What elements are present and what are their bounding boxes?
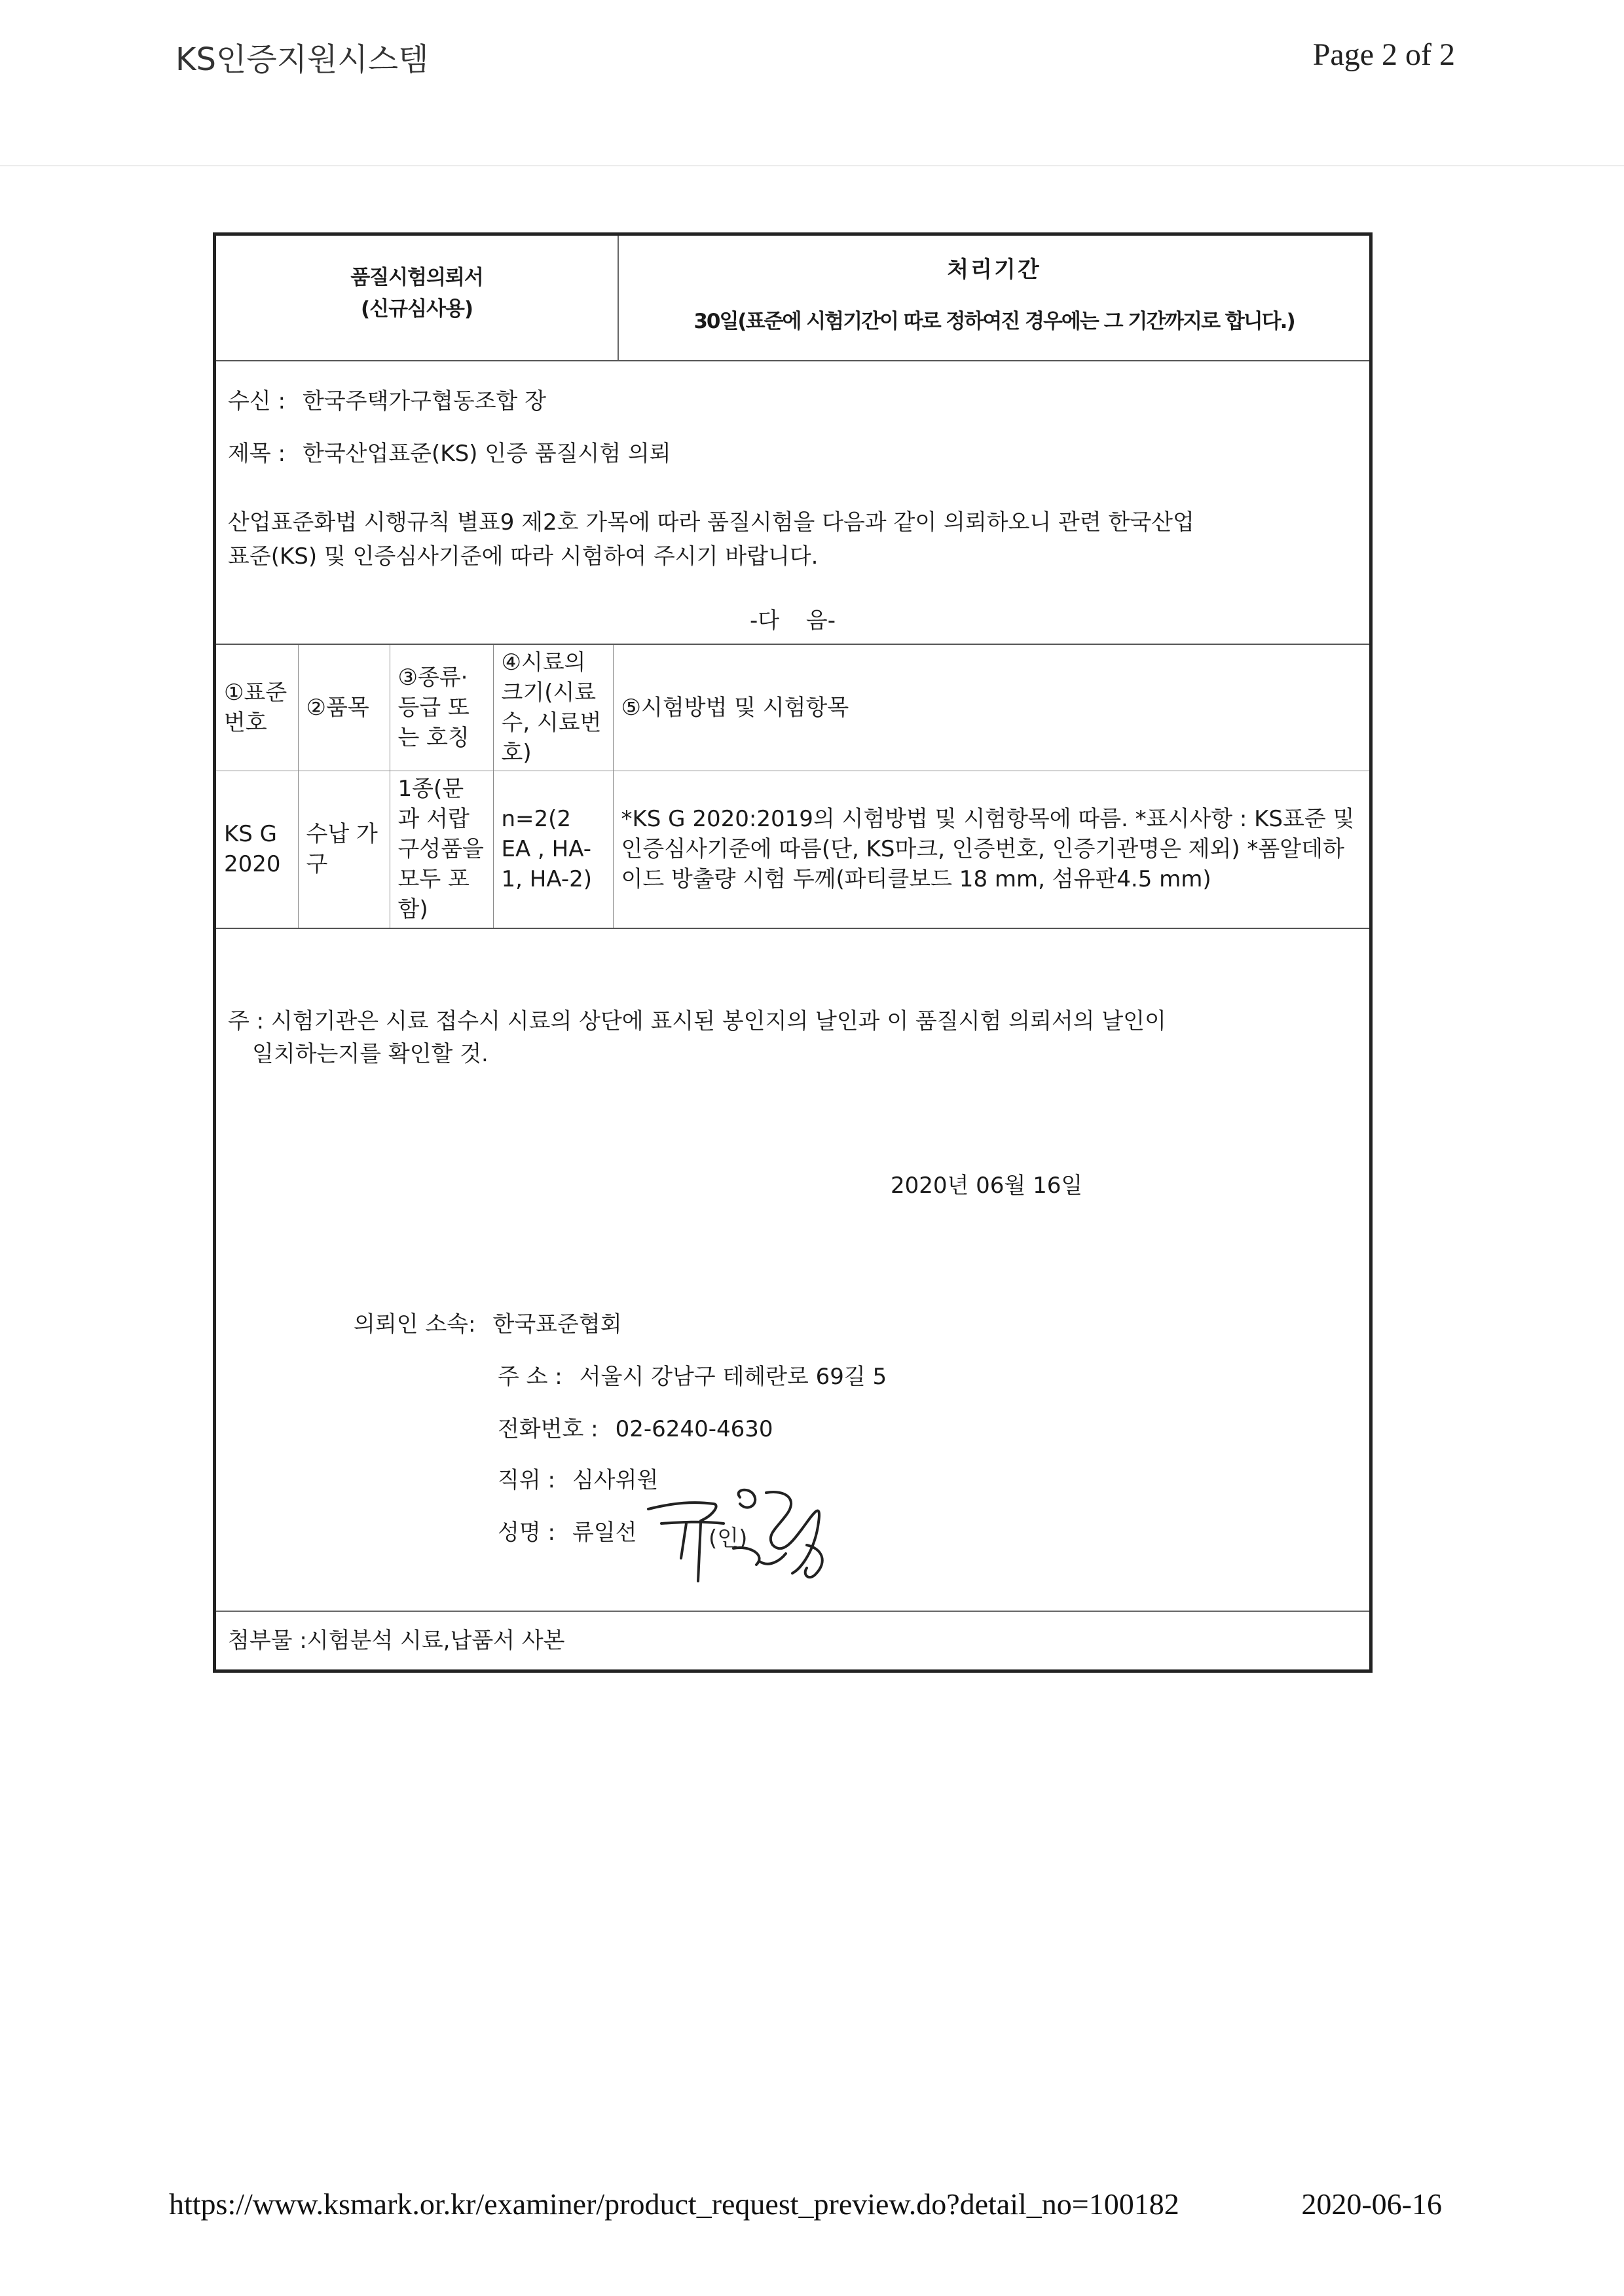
signature-seal bbox=[635, 1483, 838, 1588]
recipient-label: 수신 : bbox=[228, 388, 286, 414]
recipient-value: 한국주택가구협동조합 장 bbox=[302, 388, 547, 414]
header-item: ②품목 bbox=[298, 644, 390, 771]
form-title bbox=[216, 262, 618, 325]
request-date: 2020년 06월 16일 bbox=[891, 1173, 1083, 1199]
attachment-label: 첨부물 : bbox=[228, 1628, 307, 1654]
requester-position bbox=[498, 1462, 658, 1494]
position-value: 심사위원 bbox=[572, 1467, 659, 1493]
seal-text: (인) bbox=[709, 1525, 748, 1552]
address-value: 서울시 강남구 테헤란로 69길 5 bbox=[579, 1364, 887, 1390]
processing-period-cell bbox=[619, 236, 1369, 360]
print-date: 2020-06-16 bbox=[1301, 2187, 1442, 2221]
subject-line bbox=[228, 435, 671, 467]
note-line-1: 주 : 시험기관은 시료 접수시 시료의 상단에 표시된 봉인지의 날인과 이 품질시험 의뢰서의 날인이 bbox=[228, 1008, 1166, 1034]
cell-item: 수납 가구 bbox=[298, 771, 390, 928]
subject-value: 한국산업표준(KS) 인증 품질시험 의뢰 bbox=[302, 441, 671, 467]
affiliation-label: 의뢰인 소속: bbox=[354, 1311, 476, 1338]
attachment-line bbox=[228, 1622, 565, 1654]
requester-address bbox=[498, 1358, 887, 1391]
form-title-line2: (신규심사용) bbox=[360, 297, 473, 321]
note-line-2: 일치하는지를 확인할 것. bbox=[252, 1041, 489, 1067]
header-divider bbox=[0, 165, 1624, 166]
page-number: Page 2 of 2 bbox=[1312, 37, 1455, 72]
phone-value: 02-6240-4630 bbox=[615, 1416, 773, 1442]
header-test-method: ⑤시험방법 및 시험항목 bbox=[613, 644, 1369, 771]
quality-test-request-form bbox=[213, 232, 1373, 1673]
intro-line-1: 산업표준화법 시행규칙 별표9 제2호 가목에 따라 품질시험을 다음과 같이 의뢰하오니 관련 한국산업 bbox=[228, 509, 1194, 536]
form-header bbox=[216, 236, 1369, 361]
requester-name bbox=[498, 1514, 637, 1546]
table-row bbox=[216, 771, 1369, 928]
phone-label: 전화번호 : bbox=[498, 1416, 599, 1442]
form-title-cell bbox=[216, 236, 619, 360]
table-header-row bbox=[216, 644, 1369, 771]
cell-type-grade: 1종(문과 서랍 구성품을 모두 포함) bbox=[390, 771, 493, 928]
requester-affiliation bbox=[354, 1306, 622, 1338]
processing-period-text: 30일(표준에 시험기간이 따로 정하여진 경우에는 그 기간까지로 합니다.) bbox=[693, 310, 1295, 333]
cell-standard-no: KS G 2020 bbox=[216, 771, 298, 928]
intro-line-2: 표준(KS) 및 인증심사기준에 따라 시험하여 주시기 바랍니다. bbox=[228, 543, 819, 570]
header-sample-size: ④시료의 크기(시료수, 시료번호) bbox=[493, 644, 613, 771]
source-url: https://www.ksmark.or.kr/examiner/product_request_preview.do?detail_no=100182 bbox=[169, 2187, 1179, 2221]
system-name: KS인증지원시스템 bbox=[175, 41, 429, 78]
address-label: 주 소 : bbox=[498, 1364, 563, 1390]
header-type-grade: ③종류·등급 또는 호칭 bbox=[390, 644, 493, 771]
form-title-line1: 품질시험의뢰서 bbox=[350, 266, 483, 289]
name-value: 류일선 bbox=[572, 1520, 637, 1546]
subject-label: 제목 : bbox=[228, 441, 286, 467]
attachment-divider bbox=[216, 1611, 1369, 1612]
notice-heading: -다 음- bbox=[749, 608, 836, 634]
attachment-value: 시험분석 시료,납품서 사본 bbox=[306, 1628, 565, 1654]
cell-test-method: *KS G 2020:2019의 시험방법 및 시험항목에 따름. *표시사항 : KS표준 및 인증심사기준에 따름(단, KS마크, 인증번호, 인증기관명은 제외) *폼알데하이드 방출량 시험 두께(파티클보드 18 mm, 섬유판4.5 mm) bbox=[613, 771, 1369, 928]
position-label: 직위 : bbox=[498, 1467, 555, 1493]
processing-period-title: 처리기간 bbox=[947, 257, 1041, 283]
test-items-table bbox=[216, 644, 1369, 929]
affiliation-value: 한국표준협회 bbox=[492, 1311, 622, 1338]
header-standard-no: ①표준번호 bbox=[216, 644, 298, 771]
requester-phone bbox=[498, 1411, 773, 1443]
cell-sample-size: n=2(2 EA , HA-1, HA-2) bbox=[493, 771, 613, 928]
recipient-line bbox=[228, 383, 546, 415]
name-label: 성명 : bbox=[498, 1520, 555, 1546]
